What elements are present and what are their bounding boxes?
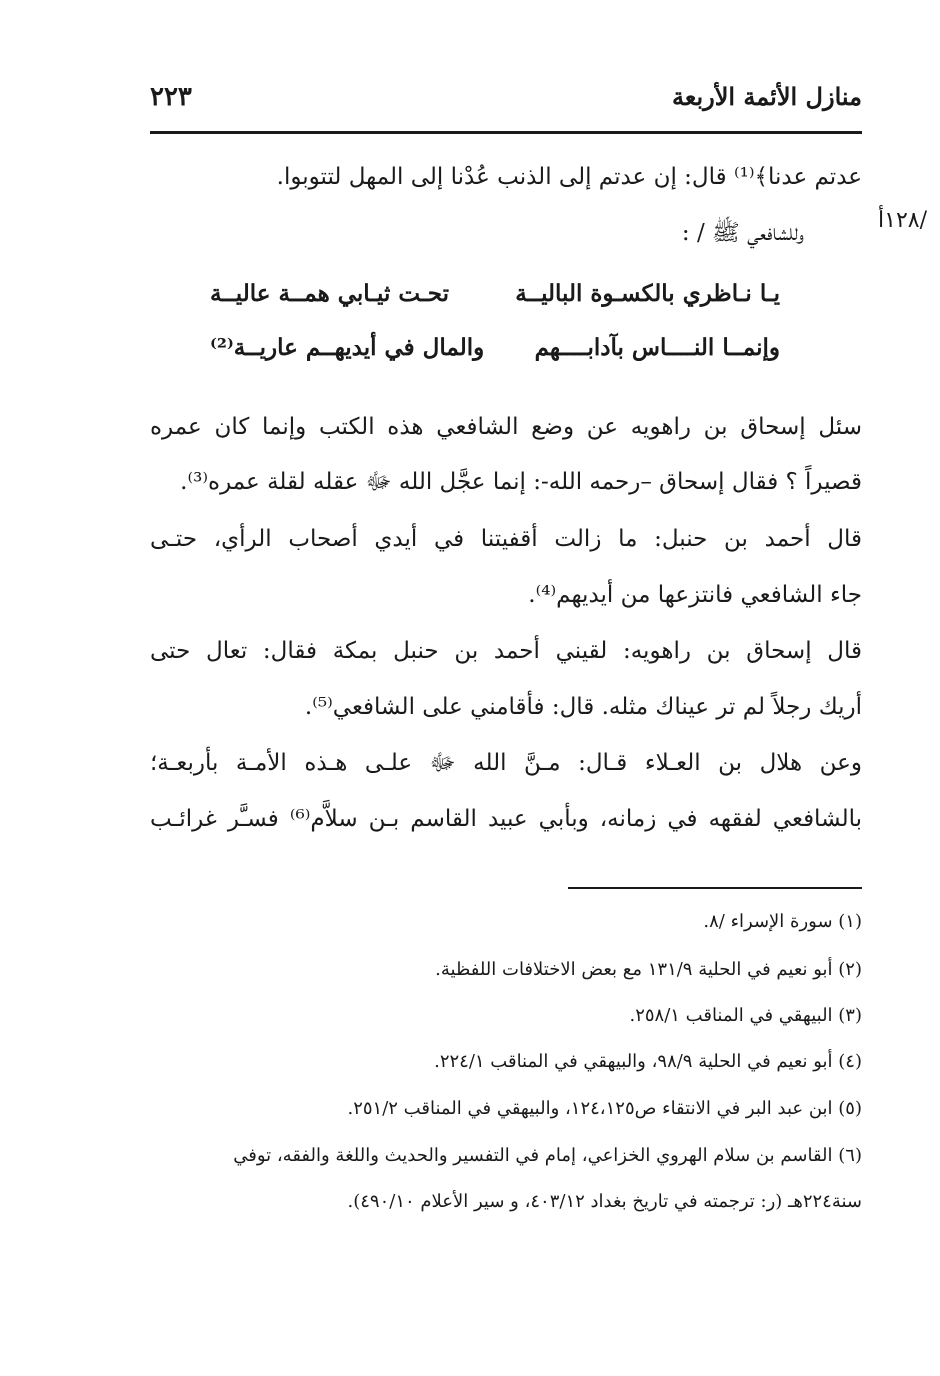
paragraph-4-line-1: وعن هلال بن العـلاء قـال: مـنَّ الله ﷻ علـى هـذه الأمـة بأربعـة؛ [150,750,862,776]
paragraph-1-line-1: سئل إسحاق بن راهويه عن وضع الشافعي هذه الكتب وإنما كان عمره [150,414,862,440]
page-header [150,82,862,122]
footnote-6-line-1: (٦) القاسم بن سلام الهروي الخزاعي، إمام في التفسير والحديث واللغة والفقه، توفي [233,1145,862,1166]
paragraph-2-line-2: جاء الشافعي فانتزعها من أيديهم⁽⁴⁾. [528,582,862,608]
body-line-1: عدتم عدنا﴾⁽¹⁾ قال: إن عدتم إلى الذنب عُدْنا إلى المهل لتتوبوا. [276,164,862,190]
paragraph-1-line-2: قصيراً ؟ فقال إسحاق –رحمه الله-: إنما عجَّل الله ﷻ عقله لقلة عمره⁽³⁾. [180,469,862,495]
paragraph-2-line-1: قال أحمد بن حنبل: ما زالت أقفيتنا في أيدي أصحاب الرأي، حتـى [150,526,862,552]
verse-1-first-hemistich: يـا نـاظري بالكسـوة الباليــة [515,280,780,307]
footnote-rule [568,887,862,889]
verse-2-second-hemistich: والمال في أيديهــم عاريــة⁽²⁾ [210,334,485,361]
body-line-2: وللشافعي ﷺ / : [681,220,804,246]
folio-margin-note: /١٢٨أ [878,208,927,233]
running-title: منازل الأئمة الأربعة [672,82,862,111]
paragraph-3-line-2: أريك رجلاً لم تر عيناك مثله. قال: فأقامني على الشافعي⁽⁵⁾. [304,694,862,720]
footnote-2: (٢) أبو نعيم في الحلية ١٣١/٩ مع بعض الاختلافات اللفظية. [435,959,862,980]
footnote-5: (٥) ابن عبد البر في الانتقاء ص١٢٤،١٢٥، والبيهقي في المناقب ٢٥١/٢. [347,1098,862,1119]
footnote-1: (١) سورة الإسراء /٨. [703,911,862,932]
verse-2-first-hemistich: وإنمــا النــــاس بآدابــــهم [534,334,780,361]
footnote-3: (٣) البيهقي في المناقب ٢٥٨/١. [629,1005,862,1026]
page-number: ٢٢٣ [150,82,192,112]
footnote-6-line-2: سنة٢٢٤هـ (ر: ترجمته في تاريخ بغداد ٤٠٣/١٢، و سير الأعلام ٤٩٠/١٠). [347,1191,862,1212]
paragraph-3-line-1: قال إسحاق بن راهويه: لقيني أحمد بن حنبل بمكة فقال: تعال حتى [150,638,862,664]
footnote-4: (٤) أبو نعيم في الحلية ٩٨/٩، والبيهقي في المناقب ٢٢٤/١. [434,1051,862,1072]
verse-1-second-hemistich: تحـت ثيـابي همــة عاليــة [210,280,449,307]
header-rule [150,131,862,134]
paragraph-4-line-2: بالشافعي لفقهه في زمانه، وبأبي عبيد القاسم بـن سلاَّم⁽⁶⁾ فسـَّر غرائـب [150,806,863,832]
